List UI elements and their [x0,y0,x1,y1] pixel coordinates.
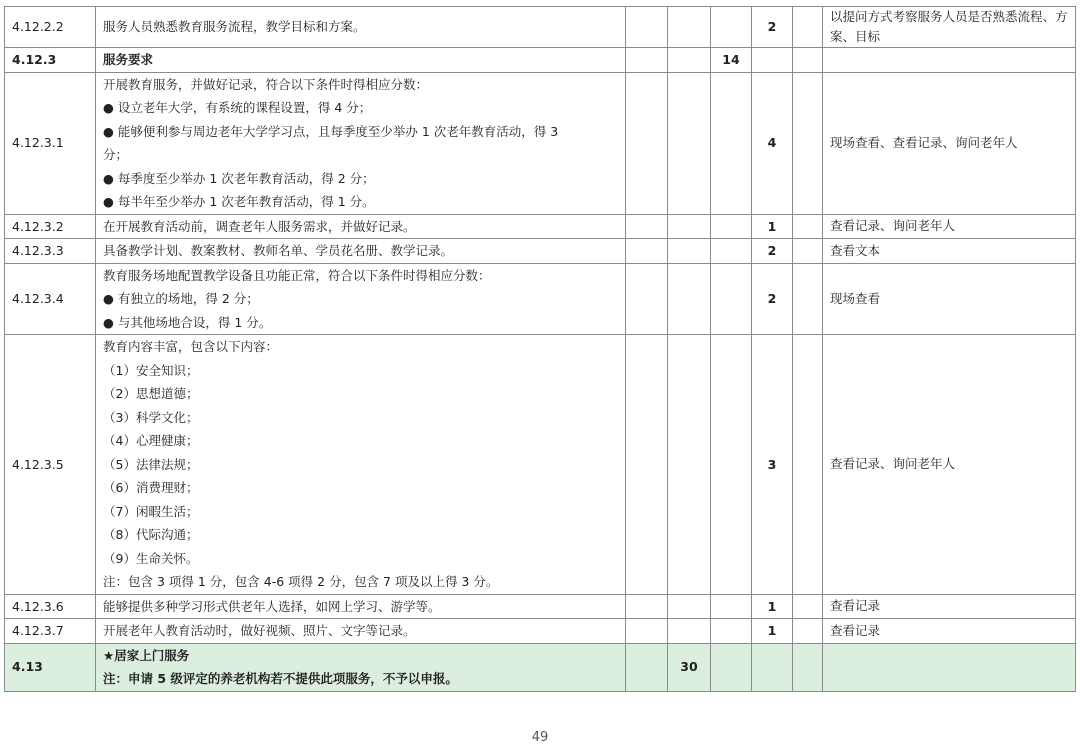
method-line: 查看记录、询问老年人 [830,218,956,234]
evaluation-method [823,594,1076,619]
item-code: 4.12.3.4 [5,263,96,335]
score-cell-b [668,594,711,619]
score-cell-d: 1 [752,619,793,644]
blank-cell [793,72,823,214]
table-row [5,594,1076,619]
evaluation-method [823,7,1076,48]
blank-cell [793,594,823,619]
blank-cell [626,239,668,264]
method-line: 现场查看 [830,290,881,306]
blank-cell [793,214,823,239]
method-line: 以提问方式考察服务人员是否熟悉流程、方案、目标 [830,9,1068,44]
score-cell-b [668,214,711,239]
evaluation-method [823,72,1076,214]
score-cell-c [711,619,752,644]
score-cell-b [668,263,711,335]
description-line: 能够提供多种学习形式供老年人选择，如网上学习、游学等。 [103,598,441,614]
score-cell-c [711,335,752,595]
item-code: 4.12.3.1 [5,72,96,214]
method-line: 查看记录、询问老年人 [830,456,956,472]
method-line: 查看记录 [830,622,881,638]
description-line: （2）思想道德； [103,386,199,401]
description-line: 教育内容丰富，包含以下内容： [103,339,279,354]
blank-cell [793,48,823,73]
description-line: 具备教学计划、教案教材、教师名单、学员花名册、教学记录。 [103,243,454,258]
item-code: 4.12.3.2 [5,214,96,239]
blank-cell [626,594,668,619]
blank-cell [626,7,668,48]
method-line: 查看文本 [830,242,881,258]
score-cell-d: 2 [752,7,793,48]
description-line: ● 设立老年大学，有系统的课程设置，得 4 分； [103,100,372,115]
item-code: 4.12.3.6 [5,594,96,619]
table-row [5,643,1076,691]
description-line: ● 每季度至少举办 1 次老年教育活动，得 2 分； [103,170,375,186]
description-line: ● 与其他场地合设，得 1 分。 [103,314,272,330]
blank-cell [626,619,668,644]
item-code: 4.12.3 [5,48,96,73]
blank-cell [793,7,823,48]
blank-cell [793,335,823,595]
description-line: 服务要求 [103,52,154,67]
item-code: 4.13 [5,643,96,691]
blank-cell [793,643,823,691]
score-cell-d: 3 [752,335,793,595]
evaluation-method [823,263,1076,335]
score-cell-c [711,643,752,691]
blank-cell [793,263,823,335]
table-row [5,48,1076,73]
method-line: 查看记录 [830,598,881,614]
description-line: 分； [103,147,129,162]
item-description [96,7,626,48]
evaluation-method [823,619,1076,644]
blank-cell [793,239,823,264]
description-line: ● 有独立的场地，得 2 分； [103,291,259,306]
description-line: 在开展教育活动前，调查老年人服务需求，并做好记录。 [103,218,416,234]
description-line: 教育服务场地配置教学设备且功能正常，符合以下条件时得相应分数： [103,267,491,283]
item-description [96,72,626,214]
table-row [5,619,1076,644]
score-cell-d: 2 [752,239,793,264]
score-cell-c [711,72,752,214]
evaluation-method [823,239,1076,264]
score-cell-c [711,263,752,335]
item-code: 4.12.2.2 [5,7,96,48]
score-cell-d: 1 [752,594,793,619]
method-line: 现场查看、查看记录、询问老年人 [830,135,1018,150]
description-line: （9）生命关怀。 [103,550,199,566]
table-row [5,214,1076,239]
table-row [5,239,1076,264]
scoring-table [4,6,1076,692]
description-line: 开展老年人教育活动时，做好视频、照片、文字等记录。 [103,623,416,638]
table-row [5,72,1076,214]
score-cell-b [668,48,711,73]
blank-cell [793,619,823,644]
description-line: （6）消费理财； [103,480,199,495]
evaluation-method [823,643,1076,691]
item-description [96,335,626,595]
description-line: （5）法律法规； [103,456,199,472]
item-description [96,239,626,264]
description-line: 开展教育服务，并做好记录，符合以下条件时得相应分数： [103,76,429,92]
description-line: （3）科学文化； [103,409,199,425]
item-description [96,643,626,691]
table-row [5,335,1076,595]
description-line: ★居家上门服务 [103,647,190,663]
score-cell-d: 2 [752,263,793,335]
item-description [96,214,626,239]
description-line: 注：包含 3 项得 1 分，包含 4-6 项得 2 分，包含 7 项及以上得 3 分。 [103,574,499,589]
item-description [96,48,626,73]
description-line: ● 每半年至少举办 1 次老年教育活动，得 1 分。 [103,194,375,209]
score-cell-c [711,239,752,264]
page-number: 49 [531,730,549,745]
description-line: （4）心理健康； [103,433,199,448]
score-cell-c: 14 [711,48,752,73]
score-cell-b [668,7,711,48]
score-cell-c [711,7,752,48]
score-cell-b [668,72,711,214]
score-cell-d: 4 [752,72,793,214]
table-body [5,7,1076,692]
score-cell-b [668,239,711,264]
score-cell-b: 30 [668,643,711,691]
description-line: 注：申请 5 级评定的养老机构若不提供此项服务，不予以申报。 [103,671,458,686]
evaluation-method [823,48,1076,73]
item-code: 4.12.3.7 [5,619,96,644]
score-cell-d [752,48,793,73]
item-code: 4.12.3.3 [5,239,96,264]
score-cell-b [668,335,711,595]
blank-cell [626,643,668,691]
score-cell-c [711,594,752,619]
description-line: （7）闲暇生活； [103,503,199,519]
score-cell-b [668,619,711,644]
item-description [96,263,626,335]
evaluation-method [823,214,1076,239]
blank-cell [626,72,668,214]
blank-cell [626,214,668,239]
blank-cell [626,335,668,595]
table-row [5,263,1076,335]
table-row [5,7,1076,48]
item-code: 4.12.3.5 [5,335,96,595]
description-line: 服务人员熟悉教育服务流程，教学目标和方案。 [103,19,366,35]
description-line: （8）代际沟通； [103,527,199,542]
score-cell-d: 1 [752,214,793,239]
score-cell-d [752,643,793,691]
item-description [96,594,626,619]
evaluation-method [823,335,1076,595]
description-line: ● 能够便利参与周边老年大学学习点，且每季度至少举办 1 次老年教育活动，得 3 [103,123,559,139]
item-description [96,619,626,644]
description-line: （1）安全知识； [103,362,199,378]
blank-cell [626,263,668,335]
score-cell-c [711,214,752,239]
blank-cell [626,48,668,73]
